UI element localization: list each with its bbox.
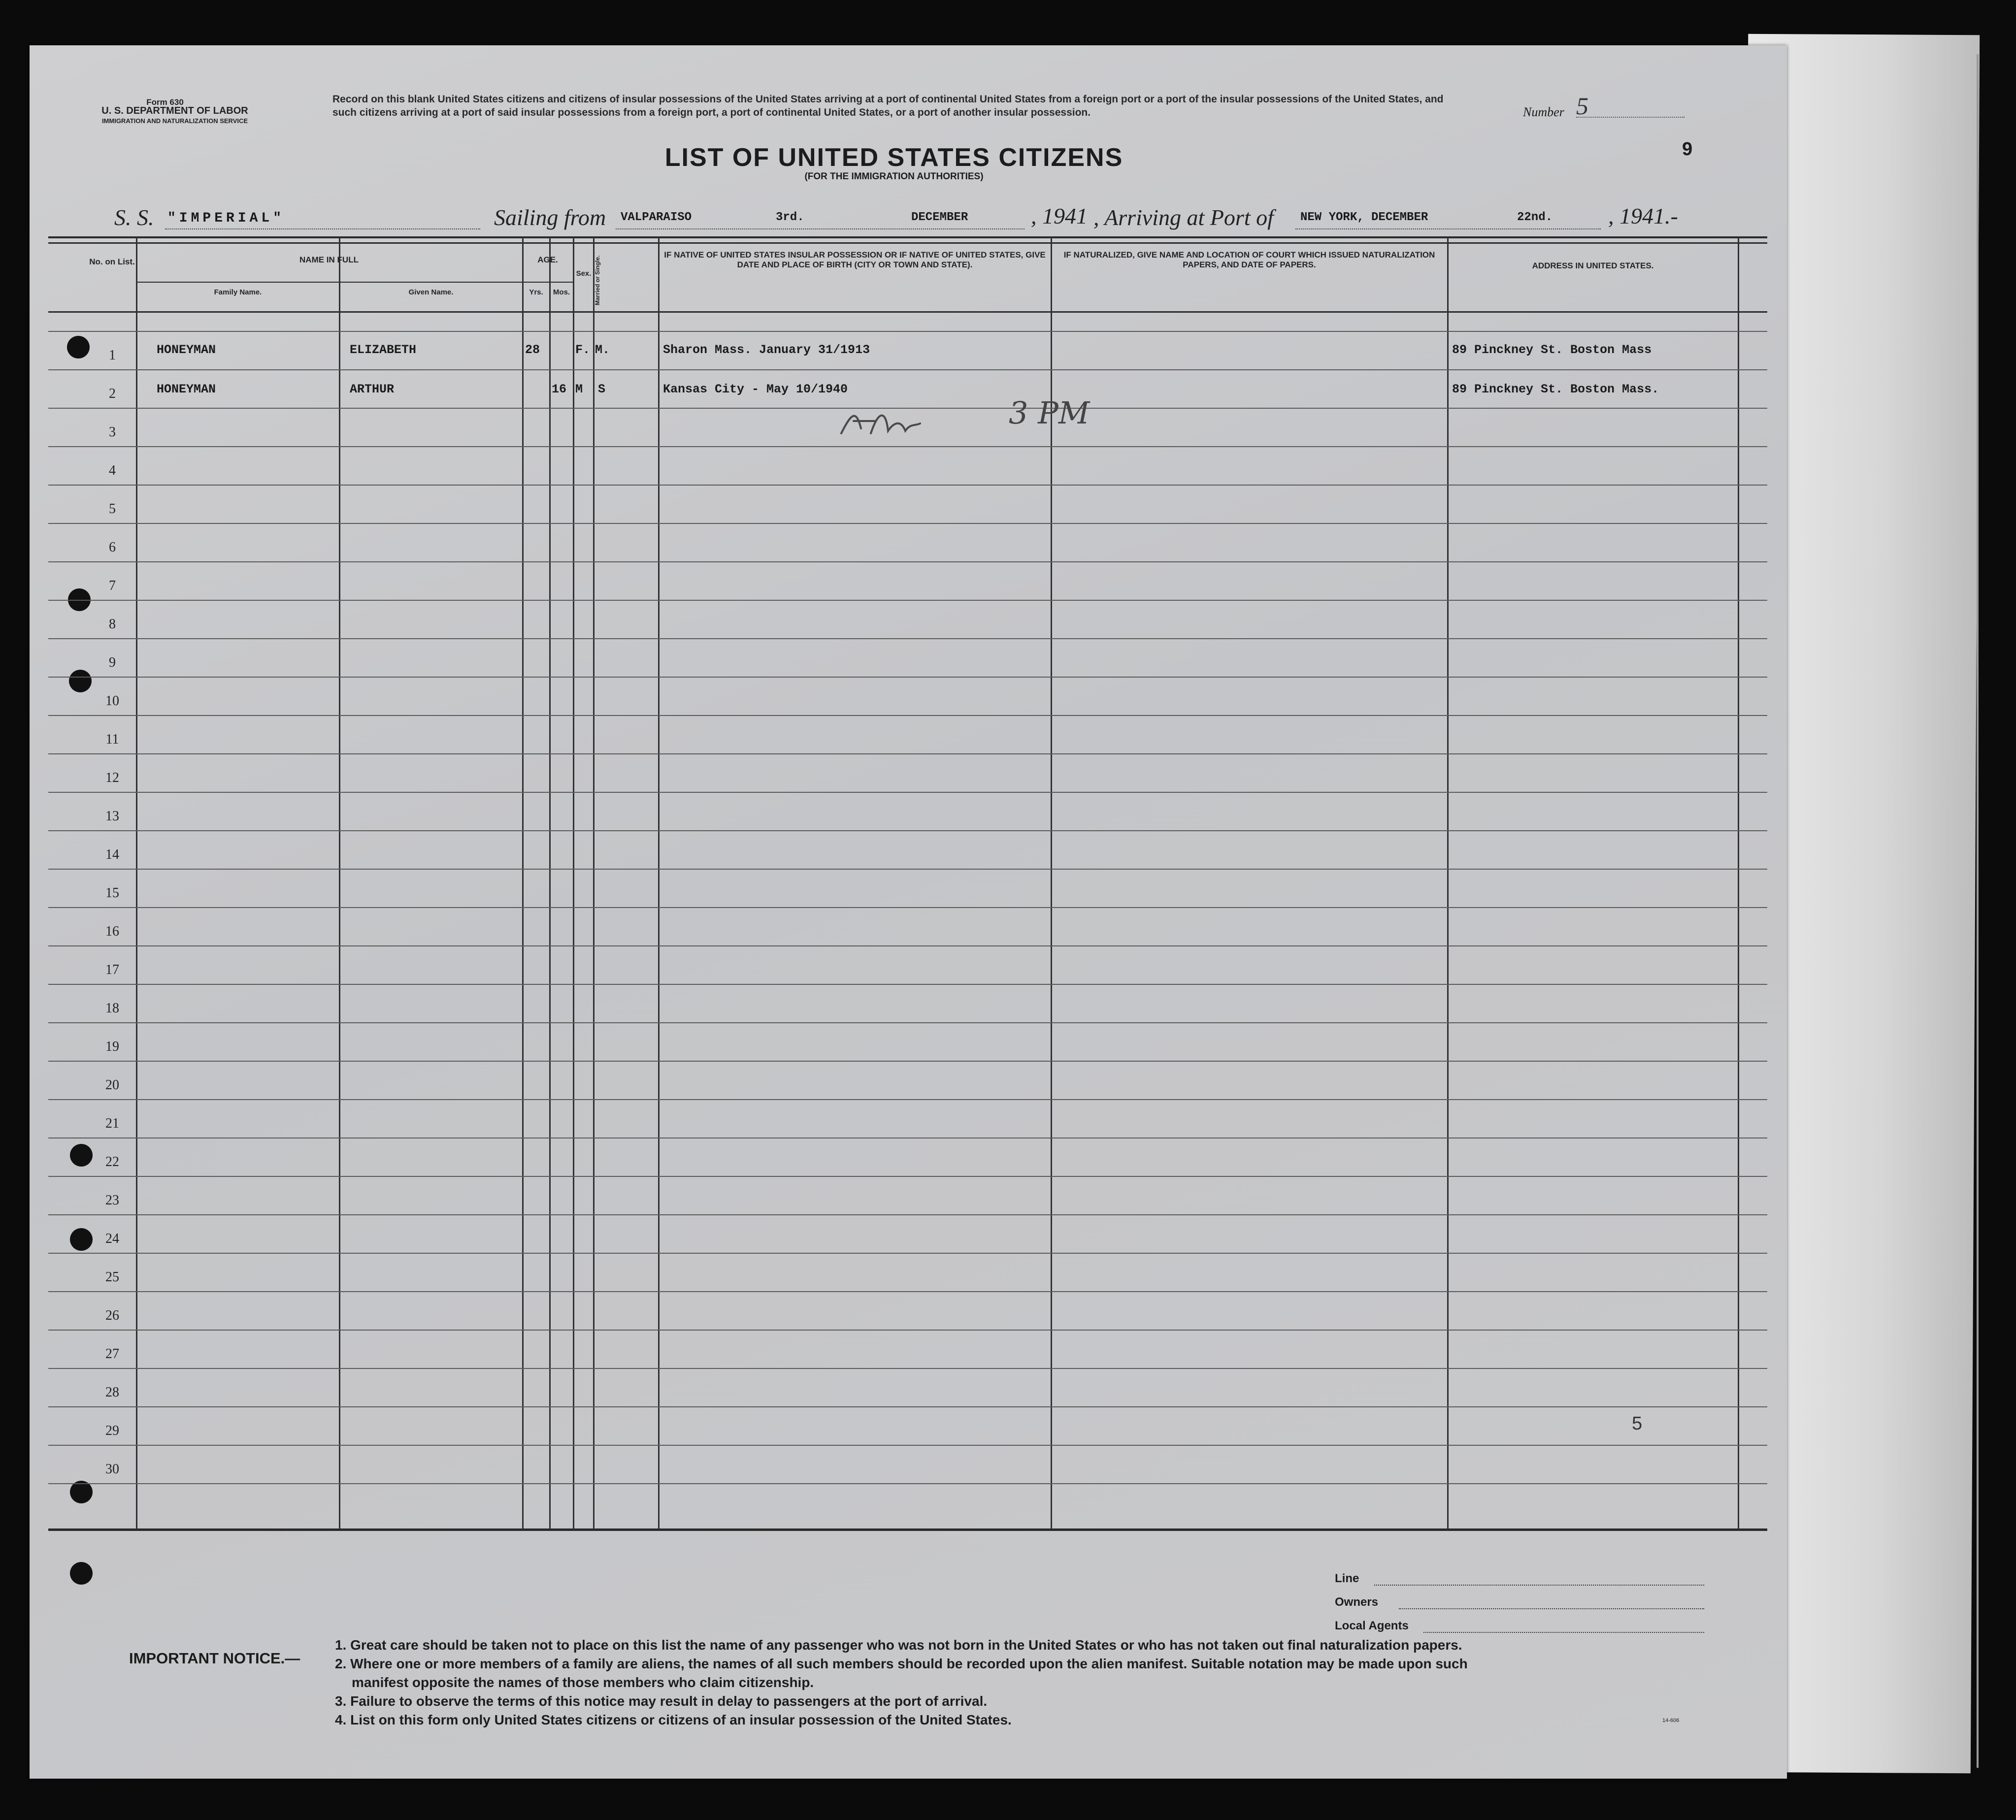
- row-number: 29: [105, 1423, 119, 1438]
- sailing-month: DECEMBER: [911, 211, 968, 224]
- number-underline: [1576, 117, 1685, 118]
- row-number: 5: [109, 501, 116, 517]
- line-signature-line: [1374, 1585, 1704, 1586]
- department-name: U. S. DEPARTMENT OF LABOR: [101, 105, 248, 116]
- row-number: 2: [109, 386, 116, 401]
- row-number: 16: [105, 924, 119, 939]
- col-divider: [522, 236, 524, 1529]
- header-married-or-single: Married or Single.: [594, 255, 601, 305]
- header-yrs: Yrs.: [529, 288, 543, 296]
- sailing-year: , 1941: [1031, 203, 1088, 228]
- handwritten-time-note: 3 PM: [1009, 395, 1090, 431]
- row-rule: [48, 331, 1767, 332]
- row-rule: [48, 1253, 1767, 1254]
- row-number: 19: [105, 1039, 119, 1054]
- col-divider: [573, 236, 574, 1529]
- passenger-marital: S: [598, 382, 606, 396]
- row-number: 9: [109, 655, 116, 670]
- row-rule: [48, 1214, 1767, 1215]
- owners-label: Owners: [1335, 1595, 1379, 1609]
- col-divider: [136, 236, 137, 1529]
- passenger-address: 89 Pinckney St. Boston Mass: [1452, 343, 1652, 357]
- page-subtitle: (FOR THE IMMIGRATION AUTHORITIES): [804, 171, 984, 182]
- row-number: 7: [109, 578, 116, 593]
- row-rule: [48, 1330, 1767, 1331]
- arriving-label: , Arriving at Port of: [1093, 205, 1274, 230]
- row-number: 10: [105, 693, 119, 709]
- col-divider: [549, 236, 551, 1529]
- notice-item-2: 2. Where one or more members of a family are aliens, the names of all such members should be recorded upon the alien manifest. Suitable notation may be made upon such: [335, 1656, 1468, 1671]
- row-number: 6: [109, 540, 116, 555]
- row-rule: [48, 984, 1767, 985]
- header-mos: Mos.: [553, 288, 570, 296]
- row-number: 28: [105, 1385, 119, 1400]
- row-number: 15: [105, 885, 119, 901]
- row-rule: [48, 523, 1767, 524]
- col-divider: [339, 236, 340, 1529]
- header-no-on-list: No. on List.: [89, 257, 135, 266]
- passenger-age-mos: 16: [552, 382, 567, 396]
- header-bottom-rule: [48, 311, 1767, 313]
- row-rule: [48, 1483, 1767, 1484]
- table-top-rule: [48, 236, 1767, 238]
- arrival-underline: [1295, 228, 1601, 229]
- row-number: 11: [105, 732, 119, 747]
- row-rule: [48, 485, 1767, 486]
- age-subheader-rule: [524, 282, 573, 283]
- passenger-marital: M.: [595, 343, 610, 357]
- row-rule: [48, 869, 1767, 870]
- line-label: Line: [1335, 1572, 1359, 1585]
- table-top-rule-2: [48, 242, 1767, 244]
- row-number: 23: [105, 1193, 119, 1208]
- passenger-sex: M: [575, 382, 583, 396]
- sailing-label: Sailing from: [494, 205, 606, 230]
- notice-heading: IMPORTANT NOTICE.—: [129, 1650, 300, 1667]
- arrival-port: NEW YORK, DECEMBER: [1300, 211, 1428, 224]
- row-number: 30: [105, 1462, 119, 1477]
- header-given-name: Given Name.: [408, 288, 454, 296]
- row-number: 12: [105, 770, 119, 785]
- passenger-family-name: HONEYMAN: [157, 382, 216, 396]
- row-rule: [48, 1445, 1767, 1446]
- row-rule: [48, 677, 1767, 678]
- page-number: 9: [1682, 139, 1693, 160]
- service-name: IMMIGRATION AND NATURALIZATION SERVICE: [101, 117, 248, 125]
- row-number: 24: [105, 1231, 119, 1246]
- header-name-in-full: NAME IN FULL: [299, 255, 359, 264]
- header-family-name: Family Name.: [214, 288, 262, 296]
- arrival-day: 22nd.: [1517, 211, 1553, 224]
- sailing-port: VALPARAISO: [621, 211, 692, 224]
- row-rule: [48, 945, 1767, 946]
- col-divider: [658, 236, 660, 1529]
- row-number: 8: [109, 617, 116, 632]
- page-title: LIST OF UNITED STATES CITIZENS: [664, 143, 1124, 172]
- row-rule: [48, 369, 1767, 370]
- handwritten-five: 5: [1632, 1413, 1643, 1434]
- row-rule: [48, 1406, 1767, 1407]
- header-birthplace: IF NATIVE OF UNITED STATES INSULAR POSSESSION OR IF NATIVE OF UNITED STATES, GIVE DATE AND PLACE OF BIRTH (CITY OR TOWN AND STATE).: [664, 250, 1046, 269]
- row-number: 18: [105, 1001, 119, 1016]
- sailing-underline: [616, 228, 1025, 229]
- notice-item-4: 4. List on this form only United States citizens or citizens of an insular possession of the United States.: [335, 1712, 1012, 1727]
- arrival-year: , 1941.-: [1608, 203, 1678, 228]
- passenger-age-yrs: 28: [525, 343, 540, 357]
- number-value: 5: [1576, 92, 1588, 120]
- handwritten-initials: [831, 404, 1019, 443]
- row-rule: [48, 715, 1767, 716]
- table-bottom-rule: [48, 1528, 1767, 1531]
- row-rule: [48, 561, 1767, 562]
- row-number: 4: [109, 463, 116, 478]
- row-number: 21: [105, 1116, 119, 1131]
- passenger-birthplace: Sharon Mass. January 31/1913: [663, 343, 870, 357]
- row-rule: [48, 830, 1767, 831]
- row-number: 17: [105, 962, 119, 977]
- notice-item-3: 3. Failure to observe the terms of this notice may result in delay to passengers at the port of arrival.: [335, 1693, 988, 1709]
- header-age: AGE.: [537, 255, 558, 264]
- row-rule: [48, 1368, 1767, 1369]
- punch-hole: [70, 1562, 93, 1585]
- row-number: 26: [105, 1308, 119, 1323]
- sailing-day: 3rd.: [776, 211, 804, 224]
- form-instructions: Record on this blank United States citizens and citizens of insular possessions of the United States arriving at a port of continental United States from a foreign port or a port of the insular possessions of the United States, and such citizens arriving at a port of said insular possessions from a foreign port, a port of continental United States, or a port of another insular possession.: [332, 94, 1444, 118]
- row-rule: [48, 753, 1767, 754]
- agents-signature-line: [1423, 1632, 1704, 1633]
- header-address: ADDRESS IN UNITED STATES.: [1532, 261, 1654, 270]
- passenger-given-name: ELIZABETH: [350, 343, 417, 357]
- row-rule: [48, 600, 1767, 601]
- name-subheader-rule: [137, 282, 573, 283]
- row-number: 3: [109, 424, 116, 440]
- back-page-edge: [1768, 54, 1979, 1768]
- row-number: 14: [105, 847, 119, 862]
- row-rule: [48, 1099, 1767, 1100]
- row-number: 25: [105, 1269, 119, 1285]
- row-number: 1: [109, 348, 116, 363]
- col-divider: [593, 236, 595, 1529]
- header-sex: Sex.: [576, 269, 592, 278]
- form-number: Form 630: [146, 98, 184, 107]
- notice-item-2-cont: manifest opposite the names of those members who claim citizenship.: [352, 1675, 814, 1690]
- form-code: 14-606: [1662, 1718, 1680, 1723]
- row-rule: [48, 907, 1767, 908]
- row-number: 13: [105, 809, 119, 824]
- passenger-table: [48, 236, 1767, 1536]
- ship-underline: [165, 228, 480, 229]
- passenger-birthplace: Kansas City - May 10/1940: [663, 382, 848, 396]
- row-rule: [48, 1291, 1767, 1292]
- ss-label: S. S.: [114, 205, 154, 230]
- col-divider: [1447, 236, 1449, 1529]
- passenger-given-name: ARTHUR: [350, 382, 395, 396]
- row-rule: [48, 446, 1767, 447]
- passenger-sex: F.: [575, 343, 591, 357]
- row-rule: [48, 638, 1767, 639]
- notice-item-1: 1. Great care should be taken not to place on this list the name of any passenger who was not born in the United States or who has not taken out final naturalization papers.: [335, 1637, 1462, 1653]
- row-rule: [48, 1176, 1767, 1177]
- local-agents-label: Local Agents: [1335, 1619, 1409, 1632]
- row-rule: [48, 792, 1767, 793]
- header-naturalized: IF NATURALIZED, GIVE NAME AND LOCATION OF COURT WHICH ISSUED NATURALIZATION PAPERS, AND DATE OF PAPERS.: [1063, 250, 1435, 269]
- row-rule: [48, 1022, 1767, 1023]
- ship-name: "IMPERIAL": [167, 211, 285, 226]
- row-number: 22: [105, 1154, 119, 1170]
- col-divider: [1738, 236, 1739, 1529]
- number-label: Number: [1523, 105, 1564, 119]
- row-rule: [48, 1061, 1767, 1062]
- row-number: 27: [105, 1346, 119, 1362]
- row-number: 20: [105, 1077, 119, 1093]
- passenger-address: 89 Pinckney St. Boston Mass.: [1452, 382, 1659, 396]
- owners-signature-line: [1399, 1608, 1704, 1609]
- passenger-family-name: HONEYMAN: [157, 343, 216, 357]
